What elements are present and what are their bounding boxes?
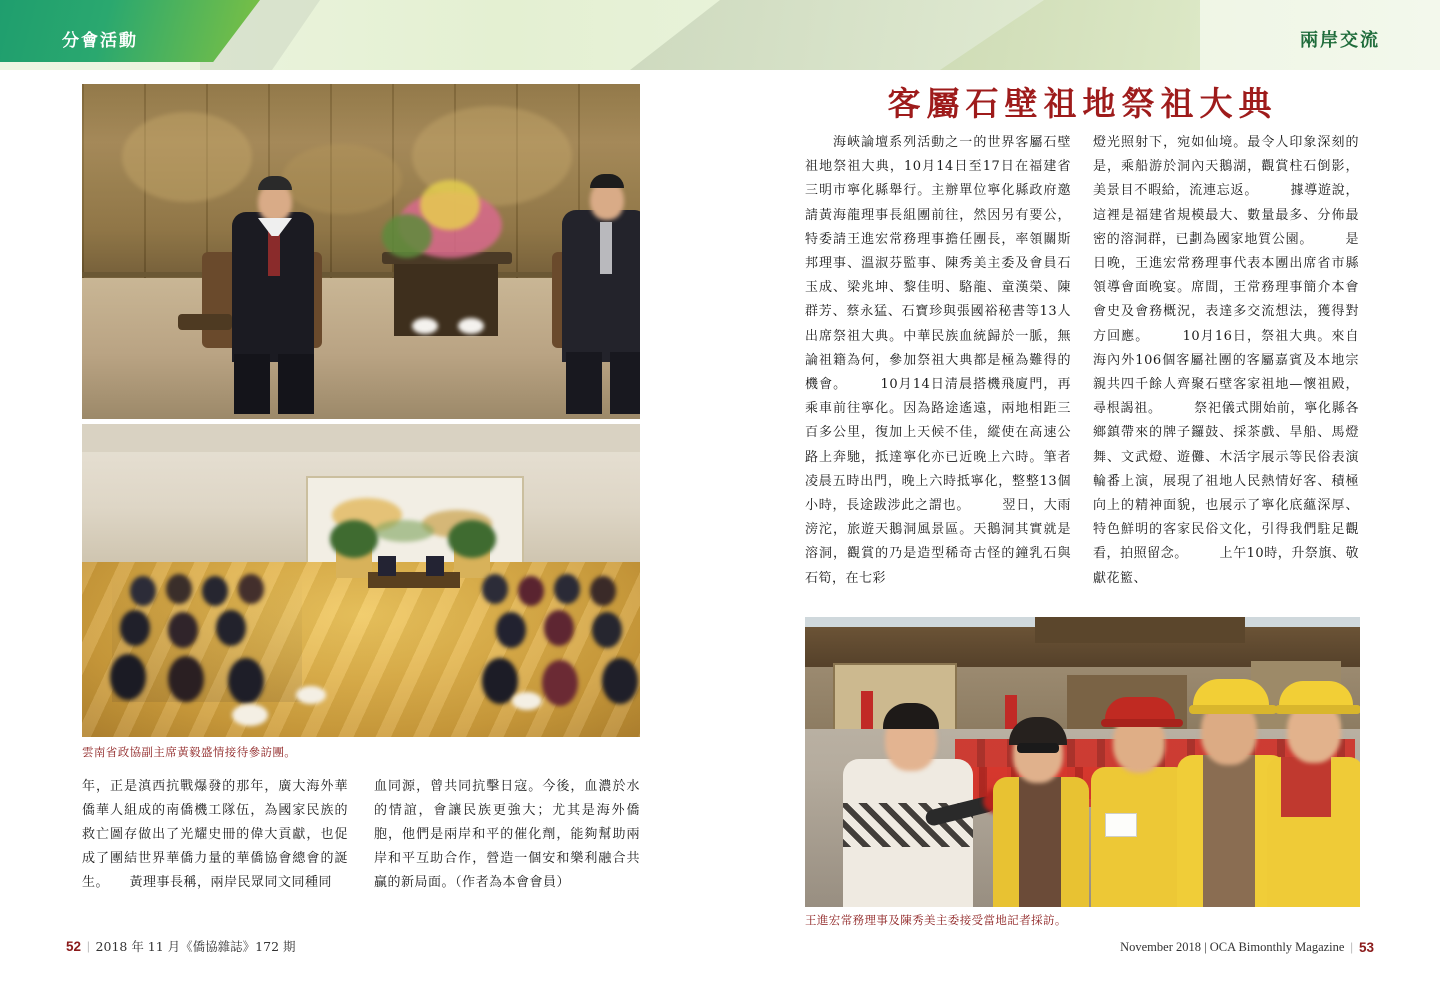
ceremony-name-badge <box>1105 813 1137 837</box>
footer-text-left: 2018 年 11 月《僑協雜誌》172 期 <box>95 939 296 954</box>
right-page-body <box>805 131 1360 591</box>
hall-attendee <box>482 574 508 604</box>
hall-attendee <box>228 658 264 704</box>
hall-attendee <box>202 576 228 606</box>
hall-attendee <box>168 656 204 702</box>
hall-attendee <box>130 576 156 606</box>
ceremony-woman-cap-brim <box>1275 705 1360 714</box>
ceremony-elder-cap-brim <box>1101 719 1183 727</box>
ceremony-roof-ridge <box>1035 617 1245 643</box>
photo-screen-motif-1 <box>122 112 252 202</box>
delegation-hall-photo <box>82 424 640 737</box>
ceremony-speaker-inner <box>1203 755 1255 907</box>
page-number-right: 53 <box>1358 940 1374 955</box>
hall-attendee <box>166 574 192 604</box>
hall-attendee <box>120 610 150 646</box>
hall-plant-left <box>330 520 378 558</box>
section-label-right: 兩岸交流 <box>1300 30 1380 51</box>
page-header-banner <box>0 0 1440 70</box>
hall-attendee <box>518 576 544 606</box>
hall-attendee <box>496 612 526 648</box>
hall-side-table <box>232 704 268 726</box>
footer-separator-left: | <box>87 938 90 953</box>
footer-separator-right: | <box>1350 940 1353 954</box>
right-body-column-1: 海峽論壇系列活動之一的世界客屬石壁祖地祭祖大典，10月14日至17日在福建省三明市寧化縣舉行。主辦單位寧化縣政府邀請黃海龍理事長組團前往，然因另有要公，特委請王進宏常務理事擔任團長，率領關斯邦理事、溫淑芬監事、陳秀美主委及會員石玉成、梁兆坤、黎佳明、駱龍、童漢榮、陳群芳、蔡永猛、石寶珍與張國裕秘書等13人出席祭祖大典。中華民族血統歸於一脈，無論祖籍為何，參加祭祖大典都是極為難得的機會。 10月14日清晨搭機飛廈門，再乘車前往寧化。因為路途遙遠，兩地相距三百多公里，復加上天候不佳，縱使在高速公路上奔馳，抵達寧化亦已近晚上六時。筆者凌晨五時出門，晚上六時抵寧化，整整13個小時，長途跋涉此之謂也。 翌日，大雨滂沱，旅遊天鵝洞風景區。天鵝洞其實就是溶洞，觀賞的乃是造型稀奇古怪的鐘乳石與石筍，在七彩 <box>805 135 1071 586</box>
delegation-hall-photo-caption: 雲南省政協副主席黃毅盛情接待參訪團。 <box>82 745 297 759</box>
ceremony-attendee-inner <box>1019 777 1061 907</box>
footer-left <box>66 937 296 955</box>
ceremony-attendee-glasses <box>1017 743 1059 753</box>
photo-person-left-legs <box>234 354 270 414</box>
hall-side-table <box>296 686 326 704</box>
ceremony-speaker-cap-brim <box>1189 705 1277 714</box>
hall-head-person-2 <box>426 556 444 576</box>
footer-right <box>1120 940 1374 955</box>
hall-attendee <box>110 654 146 700</box>
left-body-column-1: 年，正是滇西抗戰爆發的那年，廣大海外華僑華人組成的南僑機工隊伍，為國家民族的救亡圖存做出了光耀史冊的偉大貢獻，也促成了團結世界華僑力量的華僑協會總會的誕生。 黃理事長稱，兩岸民眾同文同種同 <box>82 779 348 890</box>
article-title: 客屬石壁祖地祭祖大典 <box>887 84 1278 123</box>
photo-person-right-tie <box>600 222 612 274</box>
hall-ceiling <box>82 424 640 452</box>
hall-attendee <box>602 658 638 704</box>
hall-attendee <box>238 574 264 604</box>
photo-flower-green <box>382 214 432 258</box>
photo-person-right-legs2 <box>610 352 640 414</box>
photo-teacup-1 <box>412 318 438 334</box>
section-label-left: 分會活動 <box>62 31 138 51</box>
ceremony-woman-scarf <box>1281 757 1331 817</box>
hall-attendee <box>590 576 616 606</box>
right-body-column-2: 燈光照射下，宛如仙境。最令人印象深刻的是，乘船游於洞內天鵝湖，觀賞柱石倒影，美景目不暇給，流連忘返。 據導遊說，這裡是福建省規模最大、數量最多、分佈最密的溶洞群，已劃為國家地質公園。 是日晚，王進宏常務理事代表本團出席省市縣領導會面晚宴。席間，王常務理事簡介本會會史及會務概況，表達多交流想法，獲得對方回應。 10月16日，祭祖大典。來自海內外106個客屬社團的客屬嘉賓及本地宗親共四千餘人齊聚石壁客家祖地—懷祖殿，尋根謁祖。 祭祀儀式開始前，寧化縣各鄉鎮帶來的牌子鑼鼓、採茶戲、旱船、馬燈舞、文武燈、遊儺、木活字展示等民俗表演輪番上演，展現了祖地人民熱情好客、積極向上的精神面貌，也展示了寧化底蘊深厚、特色鮮明的客家民俗文化，引得我們駐足觀看，拍照留念。 上午10時，升祭旗、敬獻花籃、 <box>1093 135 1359 586</box>
hall-attendee <box>168 612 198 648</box>
left-body-column-2: 血同源，曾共同抗擊日寇。今後，血濃於水的情誼，會讓民族更強大；尤其是海外僑胞，他們是兩岸和平的催化劑，能夠幫助兩岸和平互助合作，營造一個安和樂利融合共贏的新局面。（作者為本會會員） <box>374 779 640 890</box>
hall-attendee <box>216 610 246 646</box>
ceremony-elder-vest <box>1091 767 1189 907</box>
hall-side-table <box>512 692 542 710</box>
hall-mural-shape-3 <box>374 520 434 542</box>
page-number-left: 52 <box>66 938 82 954</box>
ceremony-flag <box>861 691 873 731</box>
photo-screen-motif-3 <box>282 144 402 214</box>
photo-sidetable-left <box>178 314 232 330</box>
footer-text-right: November 2018 | OCA Bimonthly Magazine <box>1120 940 1345 954</box>
meeting-two-officials-photo <box>82 84 640 419</box>
hall-attendee <box>554 574 580 604</box>
photo-flower-yellow <box>420 180 480 230</box>
hall-attendee <box>542 660 578 706</box>
hall-head-person-1 <box>378 556 396 576</box>
hall-attendee <box>544 610 574 646</box>
photo-person-right-legs <box>566 352 602 414</box>
hall-plant-right <box>448 520 496 558</box>
left-page-body <box>82 775 640 895</box>
hall-attendee <box>592 612 622 648</box>
ceremony-interview-photo-caption: 王進宏常務理事及陳秀美主委接受當地記者採訪。 <box>805 913 1067 927</box>
photo-person-left-legs2 <box>278 354 314 414</box>
ceremony-interview-photo <box>805 617 1360 907</box>
photo-teacup-2 <box>458 318 484 334</box>
